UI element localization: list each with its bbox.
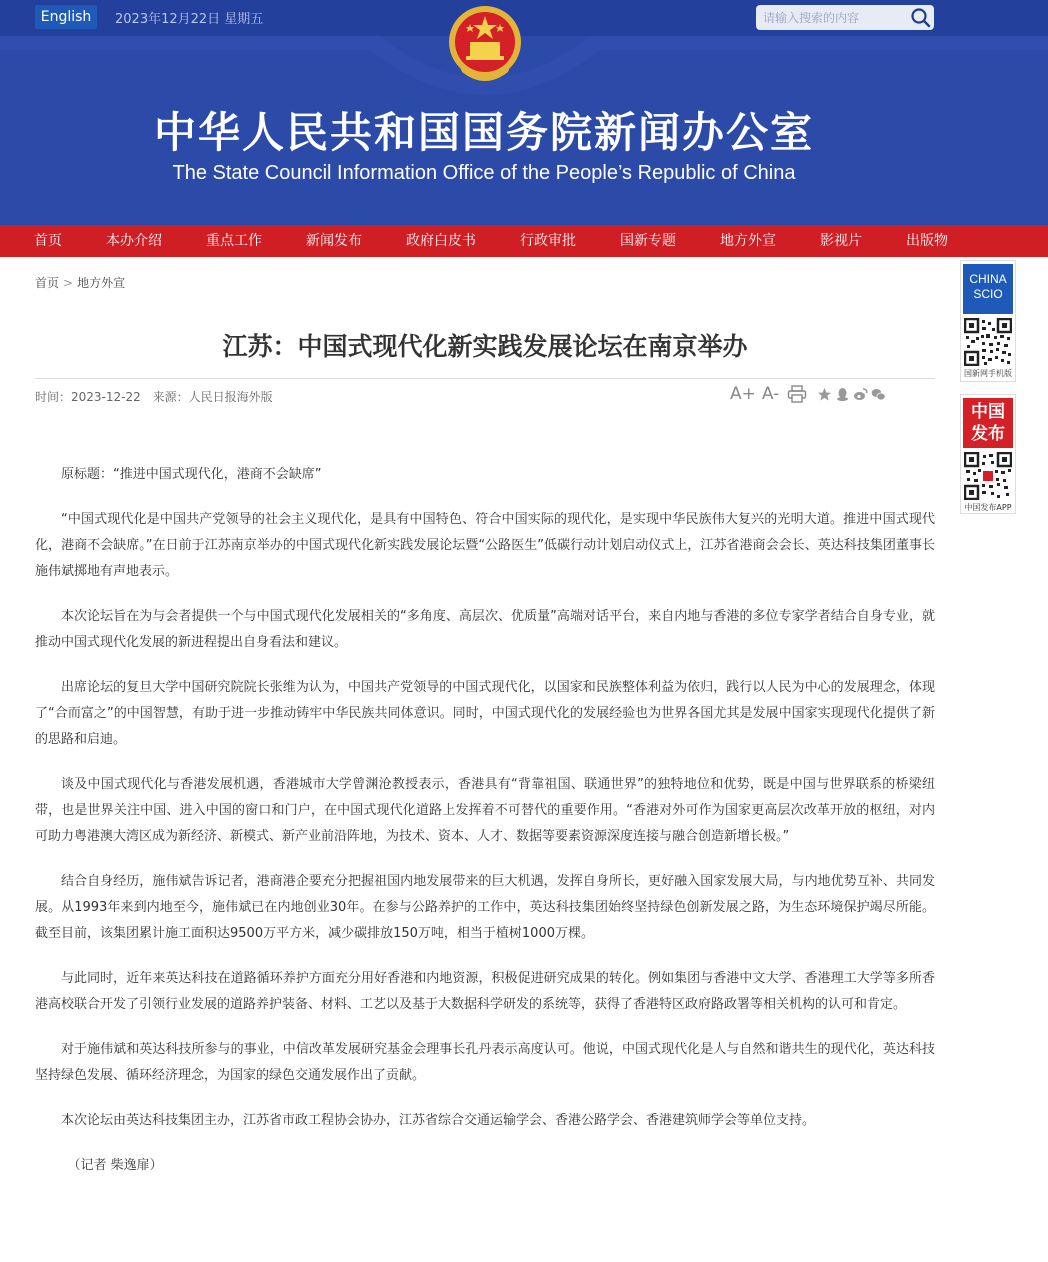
release-logo-line1: 中国 (971, 402, 1005, 422)
breadcrumb-home-link[interactable]: 首页 (35, 276, 60, 290)
source-name: 人民日报海外版 (188, 390, 273, 404)
china-scio-logo (963, 264, 1013, 314)
article-paragraph: “中国式现代化是中国共产党领导的社会主义现代化，是具有中国特色、符合中国实际的现代化，是实现中华民族伟大复兴的光明大道。推进中国式现代化，港商不会缺席。”在日前于江苏南京举办的中国式现代化新实践发展论坛暨“公路医生”低碳行动计划启动仪式上，江苏省港商会会长、英达科技集团董事长施伟斌掷地有声地表示。 (35, 512, 935, 579)
app-qr-panel[interactable] (960, 394, 1016, 514)
article-paragraph: 本次论坛旨在为与会者提供一个与中国式现代化发展相关的“多角度、高层次、优质量”高端对话平台，来自内地与香港的多位专家学者结合自身专业，就推动中国式现代化发展的新进程提出自身看法和建议。 (35, 609, 935, 650)
nav-item-films[interactable]: 影视片 (820, 233, 862, 249)
app-caption: 中国发布APP (964, 503, 1012, 512)
article-paragraph: 本次论坛由英达科技集团主办，江苏省市政工程协会协办，江苏省综合交通运输学会、香港公路学会、香港建筑师学会等单位支持。 (61, 1113, 816, 1128)
print-icon[interactable] (787, 385, 807, 403)
font-increase-button[interactable]: A+ (730, 384, 756, 404)
qq-icon[interactable] (835, 387, 850, 402)
article-meta (35, 388, 281, 405)
publish-date: 2023-12-22 (71, 390, 141, 404)
source-label: 来源： (152, 390, 189, 404)
share-buttons (817, 387, 886, 402)
mobile-site-caption: 国新网手机版 (964, 369, 1012, 378)
breadcrumb (35, 274, 125, 291)
current-date: 2023年12月22日 星期五 (115, 12, 264, 27)
favorite-star-icon[interactable] (817, 387, 832, 402)
article-tools (730, 384, 886, 404)
article-paragraph: 对于施伟斌和英达科技所参与的事业，中信改革发展研究基金会理事长孔丹表示高度认可。他说，中国式现代化是人与自然和谐共生的现代化，英达科技坚持绿色发展、循环经济理念，为国家的绿色交通发展作出了贡献。 (35, 1042, 935, 1083)
article-author: （记者 柴逸扉） (67, 1158, 163, 1173)
nav-item-admin-approval[interactable]: 行政审批 (520, 233, 576, 249)
scio-logo-line1: CHINA (969, 272, 1007, 286)
article-title: 江苏：中国式现代化新实践发展论坛在南京举办 (222, 332, 748, 361)
search-input[interactable] (756, 5, 906, 30)
nav-item-home[interactable]: 首页 (34, 233, 62, 249)
scio-logo-line2: SCIO (973, 287, 1003, 301)
nav-item-topics[interactable]: 国新专题 (620, 233, 676, 249)
nav-item-white-papers[interactable]: 政府白皮书 (406, 233, 476, 249)
site-header (0, 0, 1048, 225)
nav-item-press[interactable]: 新闻发布 (306, 233, 362, 249)
article-paragraph: 谈及中国式现代化与香港发展机遇，香港城市大学曾渊沧教授表示，香港具有“背靠祖国、联通世界”的独特地位和优势，既是中国与世界联系的桥梁纽带，也是世界关注中国、进入中国的窗口和门户，在中国式现代化道路上发挥着不可替代的重要作用。“香港对外可作为国家更高层次改革开放的枢纽，对内可助力粤港澳大湾区成为新经济、新模式、新产业前沿阵地，为技术、资本、人才、数据等要素资源深度连接与融合创造新增长极。” (35, 777, 935, 844)
national-emblem-icon (446, 2, 524, 86)
article-paragraph: 结合自身经历，施伟斌告诉记者，港商港企要充分把握祖国内地发展带来的巨大机遇，发挥自身所长，更好融入国家发展大局，与内地优势互补、共同发展。从1993年来到内地至今，施伟斌已在内地创业30年。在参与公路养护的工作中，英达科技集团始终坚持绿色创新发展之路，为生态环境保护竭尽所能。截至目前，该集团累计施工面积达9500万平方米，减少碳排放150万吨，相当于植树1000万棵。 (35, 874, 935, 941)
nav-item-publications[interactable]: 出版物 (906, 233, 948, 249)
weibo-icon[interactable] (853, 387, 868, 402)
article-paragraph: 与此同时，近年来英达科技在道路循环养护方面充分用好香港和内地资源，积极促进研究成果的转化。例如集团与香港中文大学、香港理工大学等多所香港高校联合开发了引领行业发展的道路养护装备、材料、工艺以及基于大数据科学研发的系统等，获得了香港特区政府路政署等相关机构的认可和肯定。 (35, 971, 935, 1012)
breadcrumb-current-link[interactable]: 地方外宣 (77, 276, 126, 290)
site-title-chinese: 中华人民共和国国务院新闻办公室 (153, 108, 814, 157)
nav-item-local-publicity[interactable]: 地方外宣 (720, 233, 776, 249)
mobile-site-qr-panel[interactable] (960, 260, 1016, 382)
qr-code-icon (964, 452, 1012, 500)
article-paragraph: 原标题：“推进中国式现代化，港商不会缺席” (61, 467, 322, 482)
qr-code-icon (964, 318, 1012, 366)
meta-divider (35, 378, 935, 379)
time-label: 时间： (35, 390, 72, 404)
china-release-logo (963, 398, 1013, 448)
release-logo-line2: 发布 (971, 424, 1005, 444)
site-title-english: The State Council Information Office of the People’s Republic of China (172, 162, 796, 184)
english-version-button[interactable]: English (35, 5, 97, 29)
nav-item-about[interactable]: 本办介绍 (106, 233, 162, 249)
font-decrease-button[interactable]: A- (761, 384, 780, 404)
article-paragraph: 出席论坛的复旦大学中国研究院院长张维为认为，中国共产党领导的中国式现代化，以国家和民族整体利益为依归，践行以人民为中心的发展理念，体现了“合而富之”的中国智慧，有助于进一步推动铸牢中华民族共同体意识。同时，中国式现代化的发展经验也为世界各国尤其是发展中国家实现现代化提供了新的思路和启迪。 (35, 680, 935, 747)
nav-item-key-work[interactable]: 重点工作 (206, 233, 262, 249)
article-body (35, 462, 935, 1198)
search-box (756, 5, 934, 30)
wechat-icon[interactable] (871, 387, 886, 402)
breadcrumb-separator: > (63, 276, 74, 290)
main-nav (0, 225, 1048, 257)
search-icon[interactable] (909, 6, 932, 29)
